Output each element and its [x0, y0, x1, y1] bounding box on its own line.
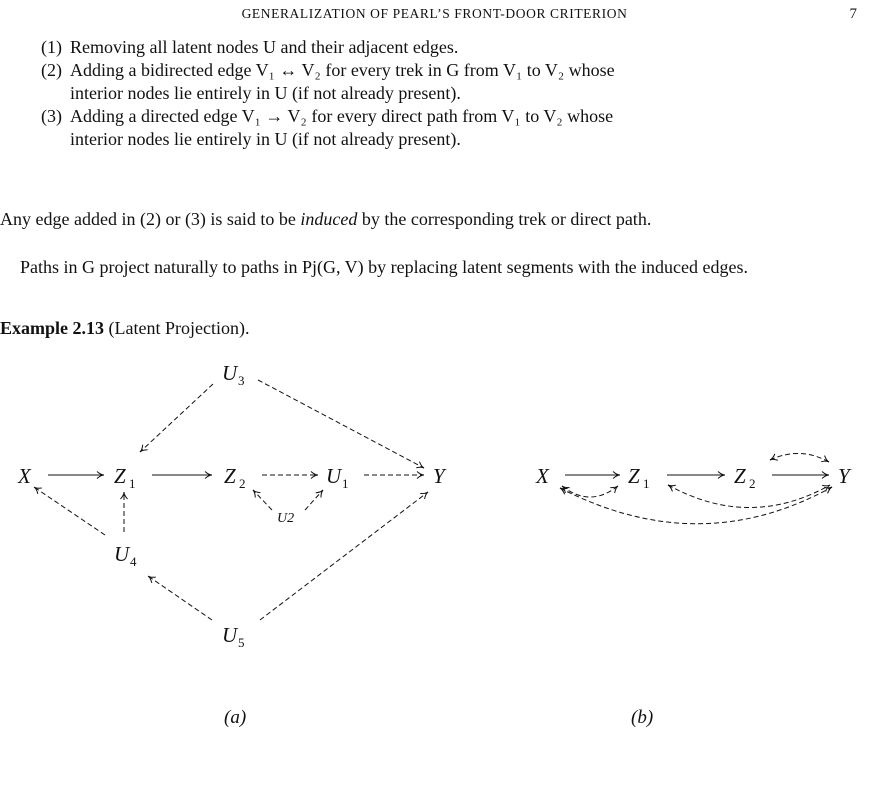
svg-text:U: U: [114, 542, 130, 566]
svg-text:Z: Z: [224, 464, 236, 488]
running-title: GENERALIZATION OF PEARL’S FRONT-DOOR CRITERION: [241, 6, 628, 21]
svg-text:5: 5: [238, 635, 245, 650]
latent-projection-figure: [0, 340, 869, 700]
svg-text:4: 4: [130, 554, 137, 569]
figure-b-nodes: [535, 464, 852, 491]
figure-b-edges: [560, 453, 832, 523]
figure-a-nodes: [17, 361, 447, 650]
list-item: [22, 36, 867, 59]
svg-text:1: 1: [643, 476, 650, 491]
node-x-b: X: [536, 464, 549, 488]
emphasis-induced: induced: [300, 209, 358, 229]
caption-a: (a): [224, 707, 247, 728]
list-item-text: Adding a bidirected edge V₁ ↔ V₂ for every trek in G from V₁ to V₂ whose: [70, 60, 615, 80]
edge-u3-y: [258, 380, 424, 468]
node-z2-a: [224, 464, 246, 491]
bidirected-x-y-b: [560, 487, 832, 524]
figure-a-edges: [34, 380, 428, 620]
para-text: Any edge added in (2) or (3) is said to be: [0, 209, 301, 229]
node-u5-a: [222, 623, 245, 650]
node-u4-a: [114, 542, 137, 569]
induced-edge-paragraph: [0, 208, 866, 231]
node-u1-a: [326, 464, 349, 491]
bidirected-z2-y-b: [770, 453, 829, 462]
list-item-number: (1): [41, 37, 62, 57]
node-z1-b: [628, 464, 650, 491]
edge-u2-u1: [305, 490, 323, 510]
edge-u2-z2: [253, 490, 272, 510]
svg-text:U: U: [222, 361, 238, 385]
example-heading: [0, 318, 249, 339]
svg-text:3: 3: [238, 373, 245, 388]
list-item-text: Adding a directed edge V₁ → V₂ for every direct path from V₁ to V₂ whose: [70, 106, 614, 126]
node-z1-a: [114, 464, 136, 491]
node-y-b: Y: [838, 464, 850, 488]
node-z2-b: [734, 464, 756, 491]
svg-text:1: 1: [129, 476, 136, 491]
svg-text:2: 2: [749, 476, 756, 491]
edge-u3-z1: [140, 384, 213, 452]
list-item-number: (3): [41, 106, 62, 126]
list-item-text-cont: interior nodes lie entirely in U (if not already present).: [70, 129, 461, 149]
list-item-text: Removing all latent nodes U and their adjacent edges.: [70, 37, 459, 57]
list-item-number: (2): [41, 60, 62, 80]
svg-text:Z: Z: [734, 464, 746, 488]
projection-steps-list: [22, 36, 867, 151]
example-title: (Latent Projection).: [108, 318, 250, 338]
svg-text:2: 2: [239, 476, 246, 491]
running-header: [0, 6, 869, 28]
page-number: 7: [849, 6, 857, 22]
list-item-text-cont: interior nodes lie entirely in U (if not already present).: [70, 83, 461, 103]
node-u3-a: [222, 361, 245, 388]
paths-paragraph: Paths in G project naturally to paths in Pj(G, V) by replacing latent segments with the induced edges.: [20, 257, 749, 277]
list-item: [22, 105, 867, 151]
node-u2-a: U2: [277, 511, 295, 526]
caption-b: (b): [631, 707, 654, 728]
svg-text:Z: Z: [114, 464, 126, 488]
svg-text:U: U: [222, 623, 238, 647]
edge-u5-u4: [148, 576, 212, 620]
list-item: [22, 59, 867, 105]
svg-text:U: U: [326, 464, 342, 488]
svg-text:1: 1: [342, 476, 349, 491]
node-y-a: Y: [433, 464, 445, 488]
edge-u4-x: [34, 487, 105, 535]
svg-text:Z: Z: [628, 464, 640, 488]
node-x-a: X: [18, 464, 31, 488]
para-text: by the corresponding trek or direct path.: [357, 209, 652, 229]
example-label: Example 2.13: [0, 318, 105, 338]
bidirected-x-z1-b: [562, 486, 618, 497]
